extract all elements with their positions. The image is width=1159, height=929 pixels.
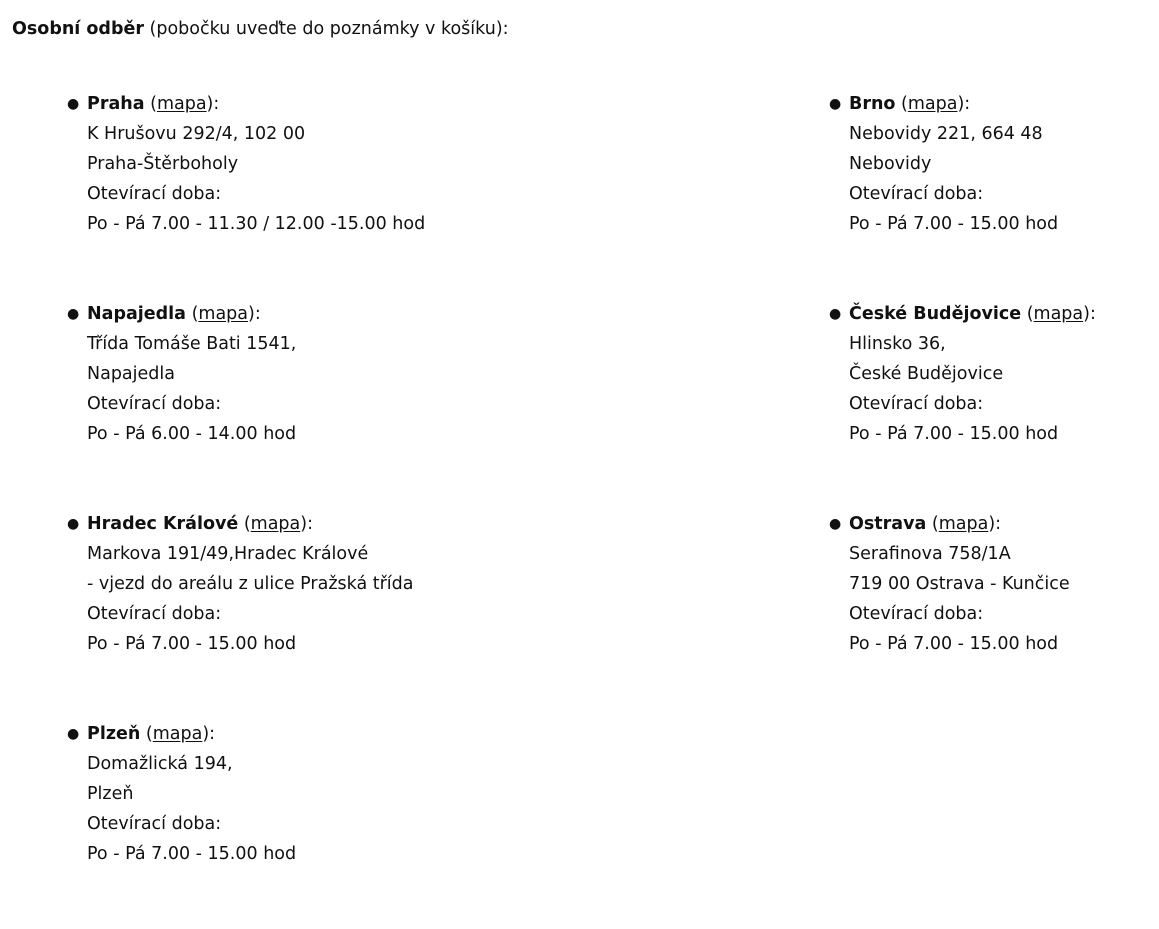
branch-ostrava: ● Ostrava (mapa): Serafinova 758/1A 719 00 Ostrava - Kunčice Otevírací doba: Po - Pá 7.00 - 15.00 hod bbox=[849, 509, 1096, 659]
opening-hours-label: Otevírací doba: bbox=[87, 184, 222, 204]
branch-address-1: K Hrušovu 292/4, 102 00 bbox=[87, 124, 306, 144]
map-link-brno[interactable]: mapa bbox=[907, 94, 958, 114]
opening-hours: Po - Pá 7.00 - 15.00 hod bbox=[849, 424, 1059, 444]
branch-plzen: ● Plzeň (mapa): Domažlická 194, Plzeň Otevírací doba: Po - Pá 7.00 - 15.00 hod bbox=[87, 719, 425, 869]
opening-hours: Po - Pá 7.00 - 15.00 hod bbox=[87, 844, 297, 864]
branch-hradec-kralove: ● Hradec Králové (mapa): Markova 191/49,Hradec Králové - vjezd do areálu z ulice Pražská třída Otevírací doba: Po - Pá 7.00 - 15.00 hod bbox=[87, 509, 425, 659]
opening-hours-label: Otevírací doba: bbox=[849, 394, 984, 414]
branch-address-2: 719 00 Ostrava - Kunčice bbox=[849, 574, 1070, 594]
branch-address-2: Plzeň bbox=[87, 784, 134, 804]
bullet-icon: ● bbox=[829, 96, 842, 112]
opening-hours: Po - Pá 7.00 - 15.00 hod bbox=[849, 634, 1059, 654]
opening-hours: Po - Pá 7.00 - 11.30 / 12.00 -15.00 hod bbox=[87, 214, 426, 234]
map-link-ostrava[interactable]: mapa bbox=[938, 514, 989, 534]
branch-name: Hradec Králové bbox=[87, 514, 239, 534]
branch-address-1: Domažlická 194, bbox=[87, 754, 233, 774]
branch-address-1: Hlinsko 36, bbox=[849, 334, 946, 354]
branch-address-1: Markova 191/49,Hradec Králové bbox=[87, 544, 369, 564]
bullet-icon: ● bbox=[67, 306, 80, 322]
branches-left-column bbox=[67, 89, 426, 929]
map-link-ceske-budejovice[interactable]: mapa bbox=[1033, 304, 1084, 324]
branch-address-2: České Budějovice bbox=[849, 364, 1004, 384]
branch-praha: ● Praha (mapa): K Hrušovu 292/4, 102 00 Praha-Štěrboholy Otevírací doba: Po - Pá 7.00 - 11.30 / 12.00 -15.00 hod bbox=[87, 89, 425, 239]
branch-ceske-budejovice: ● České Budějovice (mapa): Hlinsko 36, České Budějovice Otevírací doba: Po - Pá 7.00 - 15.00 hod bbox=[849, 299, 1096, 449]
branches-right-column bbox=[829, 89, 1096, 719]
branch-name: Brno bbox=[849, 94, 896, 114]
opening-hours-label: Otevírací doba: bbox=[87, 394, 222, 414]
branch-name: Ostrava bbox=[849, 514, 927, 534]
bullet-icon: ● bbox=[67, 726, 80, 742]
branch-name: Napajedla bbox=[87, 304, 186, 324]
map-link-plzen[interactable]: mapa bbox=[152, 724, 203, 744]
opening-hours: Po - Pá 7.00 - 15.00 hod bbox=[87, 634, 297, 654]
opening-hours: Po - Pá 7.00 - 15.00 hod bbox=[849, 214, 1059, 234]
bullet-icon: ● bbox=[67, 96, 80, 112]
pickup-intro bbox=[12, 14, 509, 44]
bullet-icon: ● bbox=[829, 306, 842, 322]
branch-name: Plzeň bbox=[87, 724, 141, 744]
opening-hours-label: Otevírací doba: bbox=[849, 604, 984, 624]
branch-brno: ● Brno (mapa): Nebovidy 221, 664 48 Nebovidy Otevírací doba: Po - Pá 7.00 - 15.00 hod bbox=[849, 89, 1096, 239]
branch-name: České Budějovice bbox=[849, 304, 1022, 324]
pickup-heading: Osobní odběr bbox=[12, 19, 144, 39]
branch-address-2: - vjezd do areálu z ulice Pražská třída bbox=[87, 574, 414, 594]
branch-address-1: Nebovidy 221, 664 48 bbox=[849, 124, 1043, 144]
branch-address-1: Třída Tomáše Bati 1541, bbox=[87, 334, 297, 354]
branch-napajedla: ● Napajedla (mapa): Třída Tomáše Bati 1541, Napajedla Otevírací doba: Po - Pá 6.00 - 14.00 hod bbox=[87, 299, 425, 449]
bullet-icon: ● bbox=[829, 516, 842, 532]
branch-address-2: Nebovidy bbox=[849, 154, 932, 174]
branch-address-2: Napajedla bbox=[87, 364, 175, 384]
map-link-praha[interactable]: mapa bbox=[156, 94, 207, 114]
pickup-note: (pobočku uveďte do poznámky v košíku): bbox=[143, 19, 509, 39]
branch-address-2: Praha-Štěrboholy bbox=[87, 154, 239, 174]
opening-hours-label: Otevírací doba: bbox=[87, 604, 222, 624]
bullet-icon: ● bbox=[67, 516, 80, 532]
branch-name: Praha bbox=[87, 94, 145, 114]
opening-hours-label: Otevírací doba: bbox=[87, 814, 222, 834]
opening-hours-label: Otevírací doba: bbox=[849, 184, 984, 204]
map-link-hradec-kralove[interactable]: mapa bbox=[250, 514, 301, 534]
branch-address-1: Serafinova 758/1A bbox=[849, 544, 1011, 564]
map-link-napajedla[interactable]: mapa bbox=[198, 304, 248, 324]
opening-hours: Po - Pá 6.00 - 14.00 hod bbox=[87, 424, 297, 444]
